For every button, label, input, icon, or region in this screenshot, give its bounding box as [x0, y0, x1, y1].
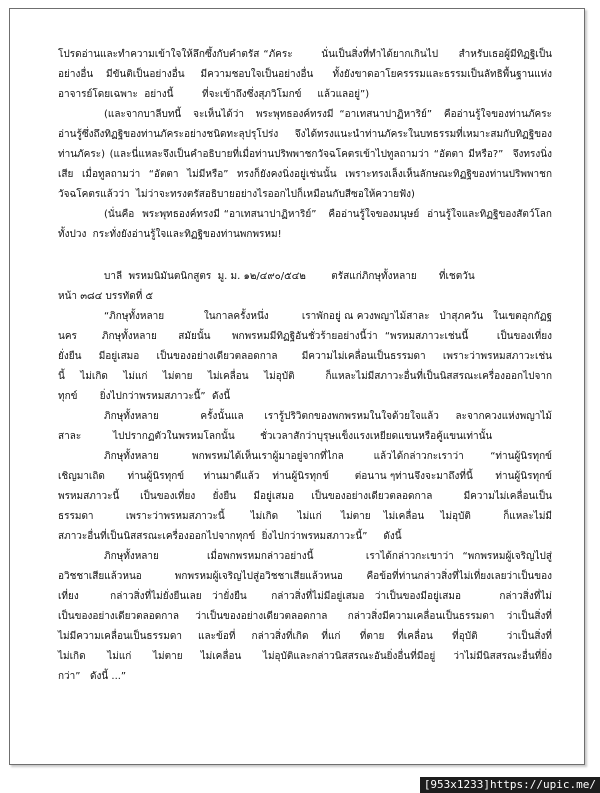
reference-page-line: หน้า ๓๘๔ บรรทัดที่ ๕ — [58, 291, 154, 302]
quote-paragraph: ภิกษุทั้งหลาย พกพรหมได้เห็นเราผู้มาอยู่จากที่ไกล แล้วได้กล่าวกะเราว่า “ท่านผู้นิรทุกข์ เชิญมาเถิด ท่านผู้นิรทุกข์ ท่านมาดีแล้ว ท่านผู้นิรทุกข์ ต่อนาน ๆท่านจึงจะมาถึงที่นี้ ท่านผู้นิรทุกข์ พรหมสภาวะนี้ เป็นของเที่ยง ยั่งยืน มีอยู่เสมอ เป็นของอย่างเดียวตลอดกาล มีความไม่เคลื่อนเป็นธรรมดา เพราะว่าพรหมสภาวะนี้ ไม่เกิด ไม่แก่ ไม่ตาย ไม่เคลื่อน ไม่อุบัติ ก็แหละไม่มีสภาวะอื่นที่เป็นนิสสรณะเครื่องออกไปจากทุกข์ ยิ่งไปกว่าพรหมสภาวะนี้” ดังนี้ — [58, 451, 572, 542]
paragraph: โปรดอ่านและทำความเข้าใจให้ลึกซึ้งกับคำตรัส “ภัคระ นั่นเป็นสิ่งที่ทำได้ยากเกินไป สำหรับเธอผู้มีทิฏฐิเป็นอย่างอื่น มีขันติเป็นอย่างอื่น มีความชอบใจเป็นอย่างอื่น ทั้งยังขาดอาโยครรรมและธรรมเป็นลัทธิพื้นฐานแห่งอาจารย์โดยเฉพาะ อย่างนี้ ที่จะเข้าถึงซึ่งสุภวิโมกข์ แล้วแลอยู่”) — [58, 49, 552, 100]
document-body — [58, 45, 572, 687]
quote-paragraph: ภิกษุทั้งหลาย เมื่อพกพรหมกล่าวอย่างนี้ เราได้กล่าวกะเขาว่า “พกพรหมผู้เจริญไปสู่อวิชชาเสียแล้วหนอ พกพรหมผู้เจริญไปสู่อวิชชาเสียแล้วหนอ คือข้อที่ท่านกล่าวสิ่งที่ไม่เที่ยงเลยว่าเป็นของเที่ยง กล่าวสิ่งที่ไม่ยั่งยืนเลย ว่ายั่งยืน กล่าวสิ่งที่ไม่มีอยู่เสมอ ว่าเป็นของมีอยู่เสมอ กล่าวสิ่งที่ไม่เป็นของอย่างเดียวตลอดกาล ว่าเป็นของอย่างเดียวตลอดกาล กล่าวสิ่งมีความเคลื่อนเป็นธรรมดา ว่าเป็นสิ่งที่ไม่มีความเคลื่อนเป็นธรรมดา และข้อที่ กล่าวสิ่งที่เกิด ที่แก่ ที่ตาย ที่เคลื่อน ที่อุบัติ ว่าเป็นสิ่งที่ไม่เกิด ไม่แก่ ไม่ตาย ไม่เคลื่อน ไม่อุบัติและกล่าวนิสสรณะอันยิ่งอื่นที่มีอยู่ ว่าไม่มีนิสสรณะอื่นที่ยิ่งกว่า” ดังนี้ ...” — [58, 551, 552, 682]
reference-line: บาลี พรหมนิมันตนิกสูตร มู. ม. ๑๒/๔๙๐/๕๔๒ ตรัสแก่ภิกษุทั้งหลาย ที่เชตวัน — [104, 271, 475, 282]
image-host-watermark: [953x1233]https://upic.me/ — [420, 777, 600, 793]
paragraph: (นั่นคือ พระพุทธองค์ทรงมี “อาเทสนาปาฏิหาริย์” คืออ่านรู้ใจของมนุษย์ อ่านรู้ใจและทิฏฐิของสัตว์โลกทั้งปวง กระทั่งยังอ่านรู้ใจและทิฏฐิของท่านพกพรหม! — [58, 209, 552, 240]
document-page — [9, 8, 585, 765]
paragraph-gap — [58, 245, 552, 267]
paragraph: (และจากบาลีบทนี้ จะเห็นได้ว่า พระพุทธองค์ทรงมี “อาเทสนาปาฏิหาริย์” คืออ่านรู้ใจของท่านภัคระ อ่านรู้ซึ่งถึงทิฏฐิของท่านภัคระอย่างชนิดทะลุปรุโปร่ง จึงได้ทรงแนะนำท่านภัคระในบทธรรมที่เหมาะสมกับทิฏฐิของท่านภัคระ) (และนี่แหละจึงเป็นคำอธิบายที่เมื่อท่านปริพพาชกวัจฉโคตรเข้าไปทูลถามว่า “อัตตา มีหรือ?” จึงทรงนิ่งเสีย เมื่อทูลถามว่า “อัตตา ไม่มีหรือ” ทรงก็ยังคงนิ่งอยู่เช่นนั้น เพราะทรงเล็งเห็นลักษณะทิฏฐิของท่านปริพพาชกวัจฉโคตรแล้วว่า ไม่ว่าจะทรงตรัสอธิบายอย่างไรออกไปก็เหมือนกับสีซอให้ควายฟัง) — [58, 109, 556, 200]
quote-paragraph: “ภิกษุทั้งหลาย ในกาลครั้งหนึ่ง เราพักอยู่ ณ ควงพญาไม้สาละ ป่าสุภควัน ในเขตอุกกัฏฐนคร ภิกษุทั้งหลาย สมัยนั้น พกพรหมมีทิฏฐิอันชั่วร้ายอย่างนี้ว่า “พรหมสภาวะเช่นนี้ เป็นของเที่ยง ยั่งยืน มีอยู่เสมอ เป็นของอย่างเดียวตลอดกาล มีความไม่เคลื่อนเป็นธรรมดา เพราะว่าพรหมสภาวะเช่นนี้ ไม่เกิด ไม่แก่ ไม่ตาย ไม่เคลื่อน ไม่อุบัติ ก็แหละไม่มีสภาวะอื่นที่เป็นนิสสรณะเครื่องออกไปจากทุกข์ ยิ่งไปกว่าพรหมสภาวะนี้” ดังนี้ — [58, 311, 568, 402]
quote-paragraph: ภิกษุทั้งหลาย ครั้งนั้นแล เรารู้ปริวิตกของพกพรหมในใจด้วยใจแล้ว ละจากควงแห่งพญาไม้สาละ ไปปรากฏตัวในพรหมโลกนั้น ชั่วเวลาสักว่าบุรุษแข็งแรงเหยียดแขนหรือคู้แขนเท่านั้น — [58, 411, 552, 442]
